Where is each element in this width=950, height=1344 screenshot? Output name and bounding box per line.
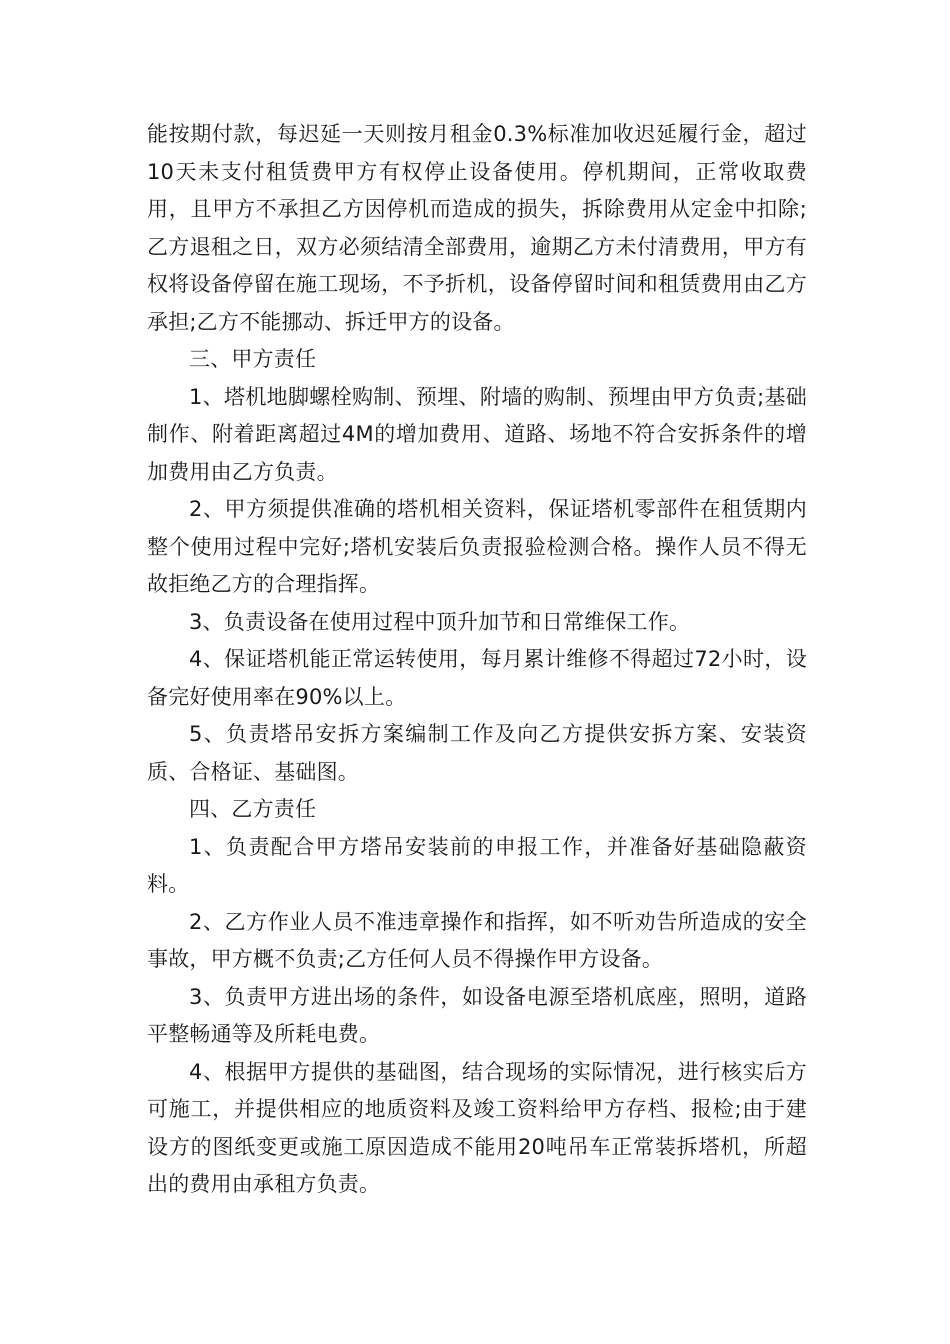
paragraph-party-a-item-2: 2、甲方须提供准确的塔机相关资料，保证塔机零部件在租赁期内整个使用过程中完好;塔机安装后负责报验检测合格。操作人员不得无故拒绝乙方的合理指挥。	[147, 497, 807, 596]
paragraph-party-a-item-4: 4、保证塔机能正常运转使用，每月累计维修不得超过72小时，设备完好使用率在90%以上。	[147, 647, 807, 709]
paragraph-party-a-item-5: 5、负责塔吊安拆方案编制工作及向乙方提供安拆方案、安装资质、合格证、基础图。	[147, 722, 807, 784]
paragraph-party-b-item-1: 1、负责配合甲方塔吊安装前的申报工作，并准备好基础隐蔽资料。	[147, 834, 807, 896]
paragraph-party-b-item-2: 2、乙方作业人员不准违章操作和指挥，如不听劝告所造成的安全事故，甲方概不负责;乙方任何人员不得操作甲方设备。	[147, 909, 807, 971]
section-heading-party-b: 四、乙方责任	[189, 797, 317, 821]
section-heading-party-a: 三、甲方责任	[189, 347, 317, 371]
paragraph-party-a-item-3: 3、负责设备在使用过程中顶升加节和日常维保工作。	[189, 609, 691, 634]
paragraph-payment-terms: 能按期付款，每迟延一天则按月租金0.3%标准加收迟延履行金，超过10天未支付租赁费甲方有权停止设备使用。停机期间，正常收取费用，且甲方不承担乙方因停机而造成的损失，拆除费用从定金中扣除;乙方退租之日，双方必须结清全部费用，逾期乙方未付清费用，甲方有权将设备停留在施工现场，不予折机，设备停留时间和租赁费用由乙方承担;乙方不能挪动、拆迁甲方的设备。	[147, 122, 807, 334]
paragraph-party-b-item-3: 3、负责甲方进出场的条件，如设备电源至塔机底座，照明，道路平整畅通等及所耗电费。	[147, 984, 807, 1046]
document-body	[147, 116, 807, 1204]
paragraph-party-a-item-1: 1、塔机地脚螺栓购制、预埋、附墙的购制、预埋由甲方负责;基础制作、附着距离超过4M的增加费用、道路、场地不符合安拆条件的增加费用由乙方负责。	[147, 384, 807, 484]
paragraph-party-b-item-4: 4、根据甲方提供的基础图，结合现场的实际情况，进行核实后方可施工，并提供相应的地质资料及竣工资料给甲方存档、报检;由于建设方的图纸变更或施工原因造成不能用20吨吊车正常装拆塔机，所超出的费用由承租方负责。	[147, 1059, 807, 1196]
